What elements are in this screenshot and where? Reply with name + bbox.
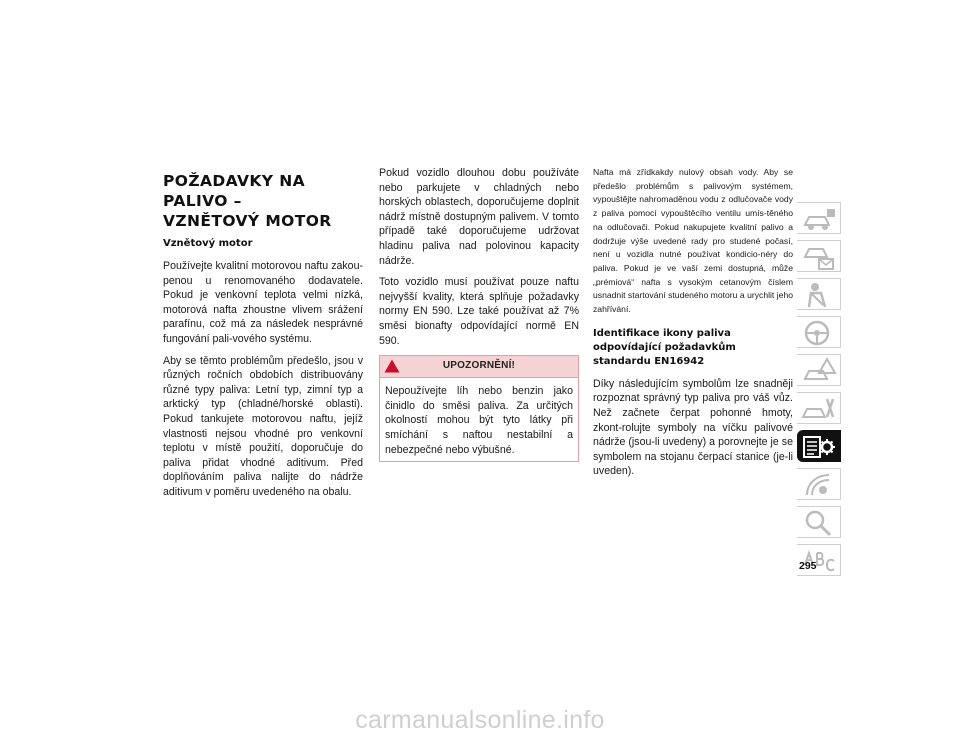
paragraph-fuel-symbols: Díky následujícím symbolům lze snadněji rozpoznat správný typ paliva pro váš vůz. Než začnete čerpat pohonné hmoty, zkont-rolujte symboly na víčku palivové nádrže (jsou-li uvedeny) a porovnejte je se symbolem na stojanu čerpací stanice (je-li uveden). — [593, 377, 793, 478]
section-subheading-en16942: Identifikace ikony paliva odpovídající požadavkům standardu EN16942 — [593, 327, 736, 367]
warning-text: Nepoužívejte líh nebo benzin jako činidlo do směsi paliva. Za určitých okolností mohou být tyto látky při smíchání s naftou nestabilní a nebezpečné nebo výbušné. — [385, 385, 573, 456]
car-info-icon — [801, 205, 837, 233]
page-title — [163, 171, 363, 231]
paragraph-en590: Toto vozidlo musí používat pouze naftu nejvyšší kvality, která splňuje požadavky normy EN 590. Lze také používat až 7% směsi bionafty odpovídající normě EN 590. — [379, 276, 579, 347]
warning-title: UPOZORNĚNÍ! — [442, 360, 516, 372]
tab-driving[interactable] — [797, 316, 841, 348]
tab-car-mail[interactable] — [797, 240, 841, 272]
tab-search[interactable] — [797, 506, 841, 538]
tab-emergency[interactable] — [797, 354, 841, 386]
page-number: 295 — [799, 560, 817, 572]
watermark: carmanualsonline.info — [355, 706, 605, 734]
media-icon — [801, 471, 837, 499]
tab-service[interactable] — [797, 392, 841, 424]
column-left — [163, 166, 363, 507]
steering-wheel-icon — [801, 319, 837, 347]
title-line-2: VZNĚTOVÝ MOTOR — [163, 212, 332, 230]
paragraph-cold-areas: Pokud vozidlo dlouhou dobu používáte nebo parkujete v chladných nebo horských oblastech, doporučujeme doplnit nádrž místně dostupným palivem. V tomto případě také doporučujeme udržovat hladinu paliva nad polovinou kapacity nádrže. — [379, 167, 579, 267]
paragraph-fuel-quality: Používejte kvalitní motorovou naftu zakou-penou u renomovaného dodavatele. Pokud je venkovní teplota velmi nízká, motorová nafta zhoustne vlivem srážení parafínu, což má za následek nesprávné fungování pali-vového systému. — [163, 260, 363, 345]
specs-gear-icon — [801, 433, 837, 461]
car-mail-icon — [801, 243, 837, 271]
tab-technical-specs[interactable] — [797, 430, 841, 462]
paragraph-water-content: Nafta má zřídkakdy nulový obsah vody. Aby se předešlo problémům s palivovým systémem, vypouštějte nahromaděnou vodu z odlučovače vody z paliva pomocí vypouštěcího ventilu umís-těného na odlučovači. Pokud nakupujete kvalitní palivo a dodržuje výše uvedené rady pro studené počasí, není u vozidla nutné používat kondicio-néry do paliva. Pokud je ve vaší zemi dostupná, může „prémiová“ nafta s vysokým cetanovým číslem usnadnit startování studeného motoru a urychlit jeho zahřívání. — [593, 167, 793, 315]
tab-safety[interactable] — [797, 278, 841, 310]
tab-car-info[interactable] — [797, 202, 841, 234]
magnifier-icon — [801, 509, 837, 537]
paragraph-fuel-types: Aby se těmto problémům předešlo, jsou v různých ročních obdobích distribuovány různé typy paliva: Letní typ, zimní typ a arktický typ (chladné/horské oblasti). Pokud tankujete motorovou naftu, jejíž vlastnosti nejsou vhodné pro venkovní teplotu v místě použití, doporučuje do paliva přidat vhodné aditivum. Před doplňováním paliva nalijte do nádrže aditivum v poměru uvedeného na obalu. — [163, 354, 363, 498]
warning-car-icon — [801, 357, 837, 385]
seatbelt-icon — [801, 281, 837, 309]
title-line-1: POŽADAVKY NA PALIVO – — [163, 172, 305, 210]
tab-multimedia[interactable] — [797, 468, 841, 500]
section-subheading: Vznětový motor — [163, 238, 253, 249]
column-right — [593, 166, 793, 486]
warning-box — [379, 355, 579, 462]
warning-header — [380, 356, 578, 378]
column-middle — [379, 166, 579, 462]
car-service-icon — [801, 395, 837, 423]
chapter-tabs — [797, 202, 842, 582]
